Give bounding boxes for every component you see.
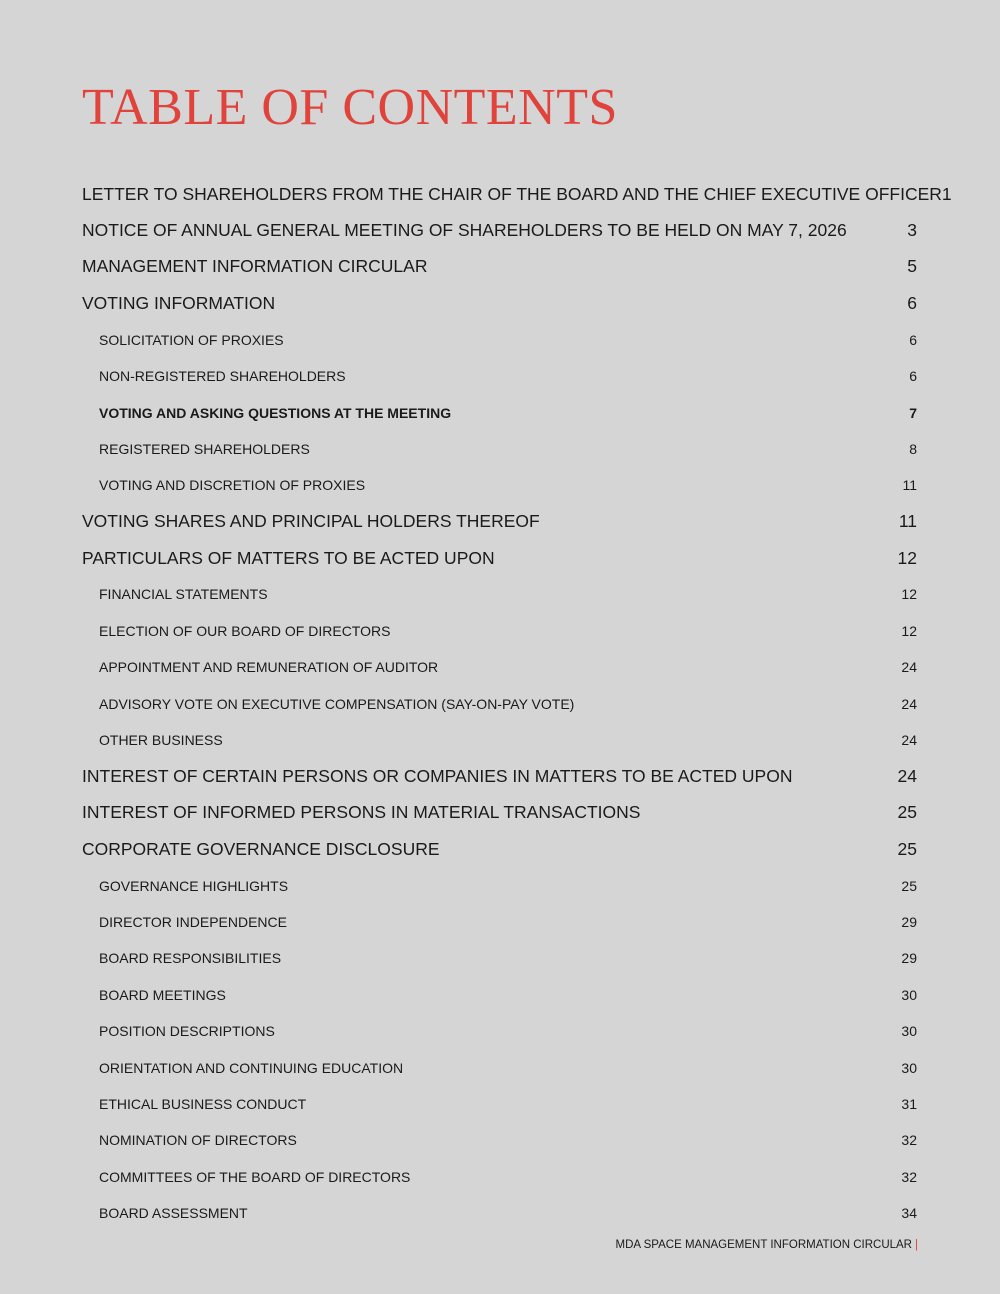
toc-entry-page-number[interactable]: 11 xyxy=(898,511,917,532)
toc-entry-page-number[interactable]: 6 xyxy=(907,292,917,313)
footer-text: MDA SPACE MANAGEMENT INFORMATION CIRCULAR xyxy=(615,1239,912,1251)
toc-subsection-entry[interactable] xyxy=(82,322,918,358)
toc-subsection-entry[interactable] xyxy=(82,1013,918,1049)
toc-subsection-entry[interactable] xyxy=(82,358,918,394)
page-title: TABLE OF CONTENTS xyxy=(82,79,618,136)
toc-entry-title[interactable]: PARTICULARS OF MATTERS TO BE ACTED UPON xyxy=(82,547,495,568)
toc-section-entry[interactable] xyxy=(82,176,952,212)
toc-entry-title[interactable]: NOTICE OF ANNUAL GENERAL MEETING OF SHAREHOLDERS TO BE HELD ON MAY 7, 2026 xyxy=(82,220,847,241)
toc-entry-page-number[interactable]: 24 xyxy=(901,732,917,749)
toc-entry-page-number[interactable]: 31 xyxy=(901,1095,917,1112)
toc-entry-title[interactable]: BOARD ASSESSMENT xyxy=(99,1205,248,1222)
toc-entry-page-number[interactable]: 3 xyxy=(907,220,917,241)
toc-section-entry[interactable] xyxy=(82,504,918,540)
toc-subsection-entry[interactable] xyxy=(82,722,918,758)
toc-entry-page-number[interactable]: 6 xyxy=(909,331,917,348)
toc-section-entry[interactable] xyxy=(82,285,918,321)
toc-entry-page-number[interactable]: 11 xyxy=(902,477,917,494)
toc-section-entry[interactable] xyxy=(82,212,918,248)
toc-entry-title[interactable]: NOMINATION OF DIRECTORS xyxy=(99,1132,297,1149)
toc-subsection-entry[interactable] xyxy=(82,1122,918,1158)
toc-section-entry[interactable] xyxy=(82,540,918,576)
toc-subsection-entry[interactable] xyxy=(82,1195,918,1231)
toc-entry-title[interactable]: POSITION DESCRIPTIONS xyxy=(99,1023,275,1040)
toc-section-entry[interactable] xyxy=(82,758,918,794)
toc-entry-title[interactable]: BOARD MEETINGS xyxy=(99,986,226,1003)
toc-subsection-entry[interactable] xyxy=(82,685,918,721)
page-footer xyxy=(616,1239,918,1251)
toc-entry-page-number[interactable]: 24 xyxy=(901,695,917,712)
toc-entry-title[interactable]: CORPORATE GOVERNANCE DISCLOSURE xyxy=(82,838,440,859)
toc-entry-page-number[interactable]: 12 xyxy=(901,622,917,639)
toc-subsection-entry[interactable] xyxy=(82,1086,918,1122)
toc-entry-page-number[interactable]: 34 xyxy=(901,1205,917,1222)
toc-entry-page-number[interactable]: 24 xyxy=(901,659,917,676)
toc-subsection-entry[interactable] xyxy=(82,431,918,467)
toc-entry-page-number[interactable]: 29 xyxy=(901,950,917,967)
toc-section-entry[interactable] xyxy=(82,249,918,285)
toc-entry-title[interactable]: VOTING INFORMATION xyxy=(82,292,276,313)
toc-entry-page-number[interactable]: 12 xyxy=(897,547,917,568)
toc-entry-page-number[interactable]: 1 xyxy=(941,183,952,204)
toc-entry-title[interactable]: DIRECTOR INDEPENDENCE xyxy=(99,914,287,930)
toc-entry-title[interactable]: BOARD RESPONSIBILITIES xyxy=(99,950,282,967)
toc-entry-title[interactable]: OTHER BUSINESS xyxy=(99,732,223,749)
toc-entry-title[interactable]: ORIENTATION AND CONTINUING EDUCATION xyxy=(99,1059,404,1076)
toc-entry-title[interactable]: FINANCIAL STATEMENTS xyxy=(99,586,268,603)
toc-entry-title[interactable]: INTEREST OF INFORMED PERSONS IN MATERIAL TRANSACTIONS xyxy=(82,802,641,823)
toc-subsection-entry[interactable] xyxy=(82,977,918,1013)
toc-entry-title[interactable]: GOVERNANCE HIGHLIGHTS xyxy=(99,877,289,894)
toc-entry-title[interactable]: ELECTION OF OUR BOARD OF DIRECTORS xyxy=(99,622,391,639)
toc-subsection-entry[interactable] xyxy=(82,649,918,685)
toc-entry-page-number[interactable]: 24 xyxy=(897,765,917,786)
toc-entry-page-number[interactable]: 30 xyxy=(901,1059,917,1076)
toc-entry-title[interactable]: NON-REGISTERED SHAREHOLDERS xyxy=(99,368,346,385)
toc-entry-page-number[interactable]: 25 xyxy=(897,838,917,859)
toc-subsection-entry[interactable] xyxy=(82,576,918,612)
toc-entry-page-number[interactable]: 12 xyxy=(901,586,917,603)
toc-entry-page-number[interactable]: 8 xyxy=(909,440,917,457)
toc-entry-title[interactable]: SOLICITATION OF PROXIES xyxy=(99,331,284,348)
table-of-contents xyxy=(82,176,952,1231)
toc-subsection-entry[interactable] xyxy=(82,867,918,903)
toc-subsection-entry[interactable] xyxy=(82,940,918,976)
toc-section-entry[interactable] xyxy=(82,831,918,867)
toc-entry-title[interactable]: REGISTERED SHAREHOLDERS xyxy=(99,440,310,457)
toc-entry-page-number[interactable]: 30 xyxy=(901,1023,917,1040)
toc-entry-title[interactable]: COMMITTEES OF THE BOARD OF DIRECTORS xyxy=(99,1168,411,1185)
toc-entry-page-number[interactable]: 5 xyxy=(907,256,917,277)
toc-entry-title[interactable]: VOTING AND ASKING QUESTIONS AT THE MEETING xyxy=(99,404,452,421)
toc-entry-page-number[interactable]: 32 xyxy=(901,1132,917,1149)
toc-entry-page-number[interactable]: 30 xyxy=(901,986,917,1003)
toc-entry-title[interactable]: VOTING AND DISCRETION OF PROXIES xyxy=(99,477,366,494)
toc-entry-page-number[interactable]: 25 xyxy=(901,877,917,894)
footer-divider: | xyxy=(915,1239,918,1251)
toc-entry-title[interactable]: LETTER TO SHAREHOLDERS FROM THE CHAIR OF THE BOARD AND THE CHIEF EXECUTIVE OFFICER xyxy=(82,183,942,204)
toc-entry-page-number[interactable]: 29 xyxy=(901,914,917,930)
toc-entry-page-number[interactable]: 6 xyxy=(909,368,917,385)
toc-entry-title[interactable]: APPOINTMENT AND REMUNERATION OF AUDITOR xyxy=(99,659,439,676)
toc-subsection-entry[interactable] xyxy=(82,613,918,649)
toc-entry-title[interactable]: ADVISORY VOTE ON EXECUTIVE COMPENSATION (SAY-ON-PAY VOTE) xyxy=(99,695,575,712)
toc-entry-title[interactable]: INTEREST OF CERTAIN PERSONS OR COMPANIES IN MATTERS TO BE ACTED UPON xyxy=(82,765,793,786)
toc-subsection-entry[interactable] xyxy=(82,1049,918,1085)
toc-entry-title[interactable]: ETHICAL BUSINESS CONDUCT xyxy=(99,1095,307,1112)
toc-entry-page-number[interactable]: 7 xyxy=(909,404,917,421)
toc-entry-title[interactable]: VOTING SHARES AND PRINCIPAL HOLDERS THEREOF xyxy=(82,511,540,532)
toc-subsection-entry[interactable] xyxy=(82,1159,918,1195)
toc-entry-page-number[interactable]: 25 xyxy=(897,802,917,823)
toc-entry-page-number[interactable]: 32 xyxy=(901,1168,917,1185)
toc-subsection-entry[interactable] xyxy=(82,467,918,503)
toc-entry-title[interactable]: MANAGEMENT INFORMATION CIRCULAR xyxy=(82,256,428,277)
toc-subsection-entry[interactable] xyxy=(82,904,918,940)
toc-subsection-entry[interactable] xyxy=(82,394,918,430)
toc-section-entry[interactable] xyxy=(82,795,918,831)
